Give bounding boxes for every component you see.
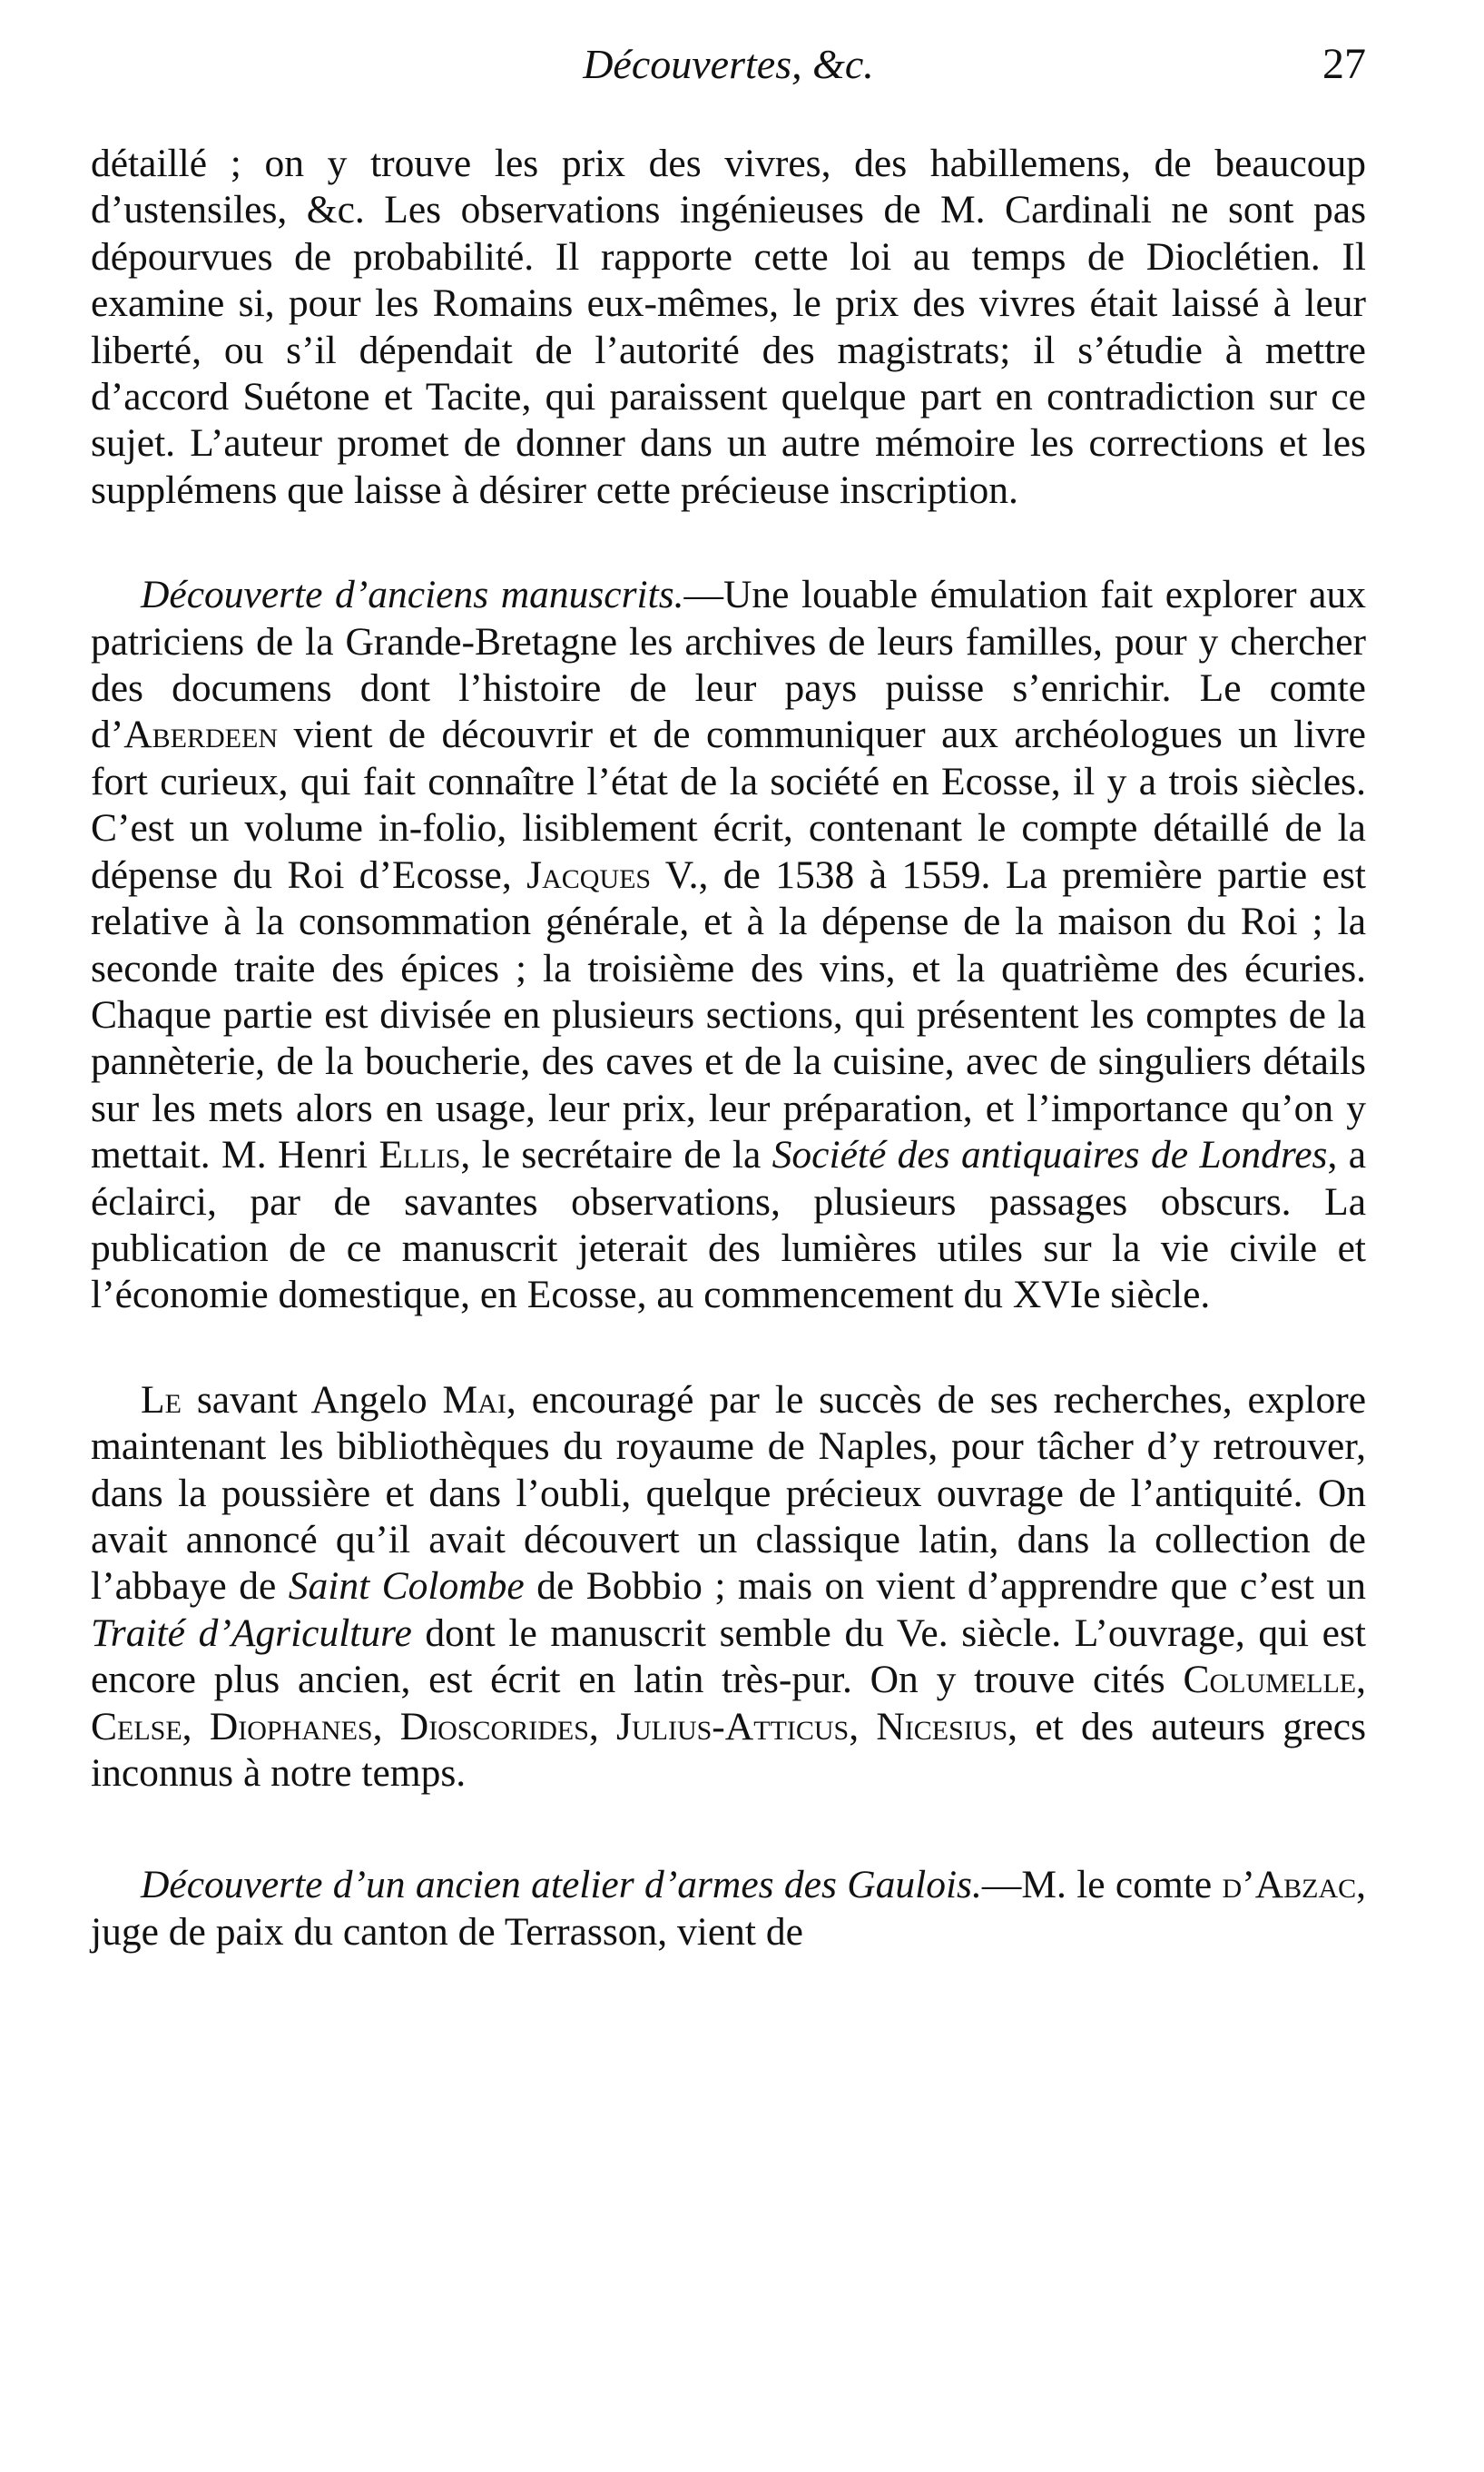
page-header <box>91 33 1366 96</box>
opening-word: Le <box>141 1377 182 1422</box>
running-head: Découvertes, &c. <box>583 41 874 87</box>
work-title: Traité d’Agriculture <box>91 1610 412 1655</box>
paragraph-text: vient de découvrir et de communiquer aux archéologues un livre fort curieux, qui fait connaître l’état de la société en Ecosse, il y a trois siècles. C’est un volume in-folio, lisiblement écrit, contenant le compte détaillé de la dépense du Roi d’Ecosse, <box>91 713 1366 897</box>
page-number: 27 <box>1322 40 1366 88</box>
society-name: Société des antiquaires de Londres <box>771 1133 1328 1177</box>
paragraph-text: , encouragé par le succès de ses recherches, explore maintenant les bibliothèques du royaume de Naples, pour tâcher d’y retrouver, dans la poussière et dans l’oubli, quelque précieux ouvrage de l’antiquité. On avait annoncé qu’il avait découvert un classique latin, dans la collection de l’abbaye de <box>91 1377 1366 1609</box>
paragraph-text: , a éclairci, par de savantes observations, plusieurs passages obscurs. La publication de ce manuscrit jeterait des lumières utiles sur la vie civile et l’économie domestique, en Ecosse, au commencement du XVIe siècle. <box>91 1133 1367 1317</box>
name-mai: Mai <box>442 1377 506 1422</box>
paragraph-manuscripts <box>91 572 1366 1319</box>
paragraph-atelier <box>91 1862 1366 1955</box>
paragraph-text: —M. le comte <box>981 1863 1223 1907</box>
paragraph-cardinali <box>91 141 1366 514</box>
paragraph-text: V., de 1538 à 1559. La première partie est relative à la consommation générale, et à la dépense de la maison du Roi ; la seconde traite des épices ; la troisième des vins, et la quatrième des écuries. Chaque partie est divisée en plusieurs sections, qui présentent les comptes de la pannèterie, de la boucherie, des caves et de la cuisine, avec de singuliers détails sur les mets alors en usage, leur prix, leur préparation, et l’importance qu’on y mettait. M. Henri <box>91 852 1366 1177</box>
paragraph-text: , et des auteurs grecs inconnus à notre temps. <box>91 1704 1366 1795</box>
name-abzac: d’Abzac <box>1222 1863 1357 1907</box>
paragraph-angelo-mai <box>91 1377 1366 1797</box>
body-text <box>91 141 1366 1955</box>
paragraph-text: dont le manuscrit semble du Ve. siècle. L’ouvrage, qui est encore plus ancien, est écrit en latin très-pur. On y trouve cités <box>91 1610 1366 1702</box>
paragraph-text: —Une louable émulation fait explorer aux patriciens de la Grande-Bretagne les archives de leurs familles, pour y chercher des documens dont l’histoire de leur pays puisse s’enrichir. Le comte d’ <box>91 573 1366 757</box>
cited-authors: Columelle, Celse, Diophanes, Dioscorides, Julius-Atticus, Nicesius <box>91 1658 1366 1748</box>
name-aberdeen: Aberdeen <box>123 713 278 757</box>
name-jacques: Jacques <box>526 852 652 897</box>
paragraph-text: , le secrétaire de la <box>460 1133 772 1177</box>
paragraph-text: savant Angelo <box>181 1377 443 1422</box>
paragraph-text: de Bobbio ; mais on vient d’apprendre que c’est un <box>524 1564 1366 1609</box>
paragraph-text: détaillé ; on y trouve les prix des vivres, des habillemens, de beaucoup d’ustensiles, &c. Les observations ingénieuses de M. Cardinali ne sont pas dépourvues de probabilité. Il rapporte cette loi au temps de Dioclétien. Il examine si, pour les Romains eux-mêmes, le prix des vivres était laissé à leur liberté, ou s’il dépendait de l’autorité des magistrats; il s’étudie à mettre d’accord Suétone et Tacite, qui paraissent quelque part en contradiction sur ce sujet. L’auteur promet de donner dans un autre mémoire les corrections et les supplémens que laisse à désirer cette précieuse inscription. <box>91 142 1366 512</box>
paragraph-text: , juge de paix du canton de Terrasson, vient de <box>91 1863 1366 1954</box>
section-title-atelier: Découverte d’un ancien atelier d’armes des Gaulois. <box>141 1863 982 1907</box>
abbey-name: Saint Colombe <box>288 1564 525 1609</box>
name-ellis: Ellis <box>378 1133 461 1177</box>
section-title-manuscripts: Découverte d’anciens manuscrits. <box>141 573 684 617</box>
